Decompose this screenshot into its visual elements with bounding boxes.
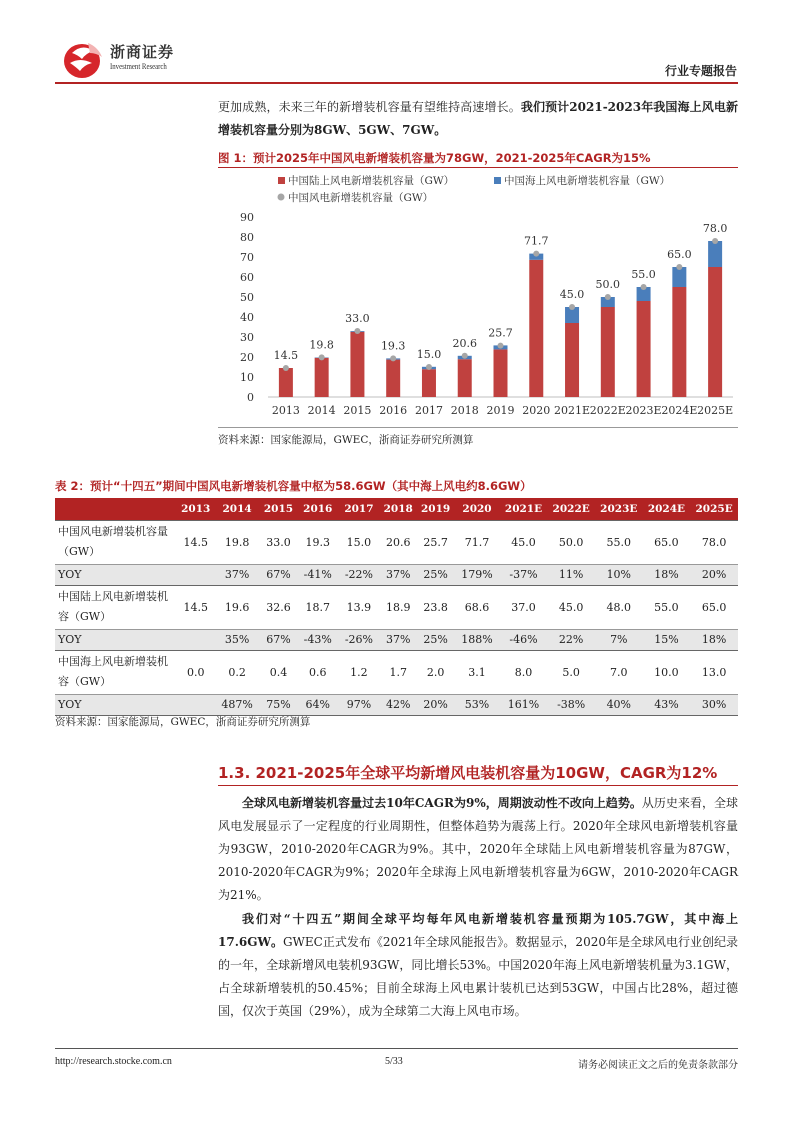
table-cell: 35%: [214, 629, 259, 650]
table-cell: 50.0: [547, 520, 595, 564]
y-tick-label: 10: [240, 371, 254, 384]
bar-onshore: [672, 287, 686, 397]
table-cell: -41%: [297, 564, 338, 585]
table-cell: -43%: [297, 629, 338, 650]
x-tick-label: 2023E: [625, 404, 662, 417]
table-cell: 20%: [417, 694, 454, 715]
table-cell: 68.6: [454, 585, 499, 629]
table-cell: 25%: [417, 629, 454, 650]
table-cell: 23.8: [417, 585, 454, 629]
table-cell: 7.0: [595, 650, 643, 694]
x-tick-label: 2024E: [661, 404, 698, 417]
figure-title: 图 1：预计2025年中国风电新增装机容量为78GW，2021-2025年CAGR为15%: [218, 151, 651, 165]
table-row-label: YOY: [55, 694, 177, 715]
table-cell: 7%: [595, 629, 643, 650]
data-label: 19.8: [309, 338, 334, 352]
figure-title-divider: [218, 167, 738, 168]
bar-onshore: [422, 369, 436, 397]
table-cell: 0.0: [177, 650, 214, 694]
brand-name-cn: 浙商证券: [110, 43, 175, 61]
table-cell: 67%: [260, 629, 297, 650]
table-header-cell: 2023E: [595, 498, 643, 520]
table-header-cell: 2017: [338, 498, 379, 520]
table-header-cell: 2024E: [643, 498, 691, 520]
table-cell: [177, 694, 214, 715]
table-cell: 1.2: [338, 650, 379, 694]
table-cell: 8.0: [500, 650, 548, 694]
x-tick-label: 2022E: [589, 404, 626, 417]
table-row-yoy: [55, 564, 738, 585]
table-cell: -46%: [500, 629, 548, 650]
data-label: 55.0: [631, 268, 656, 281]
y-tick-label: 70: [240, 251, 254, 264]
chart-legend: [278, 174, 671, 204]
table-cell: 487%: [214, 694, 259, 715]
figure-source-divider: [218, 427, 738, 428]
table-cell: 53%: [454, 694, 499, 715]
figure-source: 资料来源：国家能源局，GWEC，浙商证券研究所测算: [218, 434, 474, 446]
bar-onshore: [529, 260, 543, 397]
report-type: 行业专题报告: [664, 64, 737, 78]
capacity-table: [55, 498, 738, 716]
table-cell: 13.0: [690, 650, 738, 694]
x-tick-label: 2015: [343, 404, 372, 417]
bar-onshore: [494, 349, 508, 397]
total-marker: [533, 251, 539, 257]
data-label: 25.7: [488, 326, 513, 340]
header-divider: [55, 82, 738, 84]
table-row-yoy: [55, 629, 738, 650]
x-tick-label: 2017: [414, 404, 443, 417]
y-tick-label: 30: [240, 331, 254, 344]
brand-logo-icon: [62, 37, 106, 81]
x-tick-label: 2016: [379, 404, 408, 417]
legend-onshore-swatch: [278, 177, 285, 184]
table-cell: 25.7: [417, 520, 454, 564]
table-body: [55, 520, 738, 715]
table-cell: 13.9: [338, 585, 379, 629]
y-tick-label: 80: [240, 231, 254, 244]
table-cell: 18.7: [297, 585, 338, 629]
table-cell: 161%: [500, 694, 548, 715]
bar-onshore: [386, 360, 400, 397]
table-cell: 14.5: [177, 520, 214, 564]
y-tick-label: 60: [240, 271, 254, 284]
table-header-cell: 2022E: [547, 498, 595, 520]
p1-text: 从历史来看，全球风电发展显示了一定程度的行业周期性，但整体趋势为震荡上行。2020年全球风电新增装机容量为93GW，2010-2020年CAGR为9%。其中，2020年全球陆上风电新增装机容量为87GW，2010-2020年CAGR为9%；2020年全球海上风电新增装机容量为6GW，2010-2020年CAGR为21%。: [218, 796, 738, 902]
table-row-label: 中国陆上风电新增装机容（GW）: [55, 585, 177, 629]
table-header-row: [55, 498, 738, 520]
table-cell: 37%: [214, 564, 259, 585]
table-cell: 37%: [380, 629, 417, 650]
table-row: [55, 520, 738, 564]
total-marker: [462, 353, 468, 359]
table-cell: 65.0: [690, 585, 738, 629]
table-cell: 2.0: [417, 650, 454, 694]
bar-onshore: [350, 332, 364, 397]
intro-bold-text: 我们预计2021-2023年我国海上风电新增装机容量分别为8GW、5GW、7GW。: [218, 100, 738, 137]
table-cell: -38%: [547, 694, 595, 715]
table-cell: 25%: [417, 564, 454, 585]
total-marker: [676, 264, 682, 270]
table-cell: -26%: [338, 629, 379, 650]
total-marker: [319, 354, 325, 360]
table-header-cell: 2016: [297, 498, 338, 520]
table-cell: 30%: [690, 694, 738, 715]
table-row-label: 中国海上风电新增装机容（GW）: [55, 650, 177, 694]
x-tick-label: 2018: [450, 404, 479, 417]
table-cell: 0.6: [297, 650, 338, 694]
bar-onshore: [458, 359, 472, 397]
table-cell: 11%: [547, 564, 595, 585]
table-cell: 19.3: [297, 520, 338, 564]
table-cell: 97%: [338, 694, 379, 715]
bar-onshore: [708, 267, 722, 397]
table-cell: 20%: [690, 564, 738, 585]
x-tick-label: 2019: [486, 404, 515, 417]
data-label: 78.0: [702, 222, 728, 235]
table-cell: 15%: [643, 629, 691, 650]
legend-offshore-swatch: [494, 177, 501, 184]
table-cell: 20.6: [380, 520, 417, 564]
p1-bold-text: 全球风电新增装机容量过去10年CAGR为9%，周期波动性不改向上趋势。: [242, 796, 642, 810]
y-tick-label: 40: [240, 311, 254, 324]
table-cell: 22%: [547, 629, 595, 650]
data-label: 65.0: [667, 248, 692, 261]
table-row-yoy: [55, 694, 738, 715]
table-cell: 19.8: [214, 520, 259, 564]
table-header-cell: 2020: [454, 498, 499, 520]
table-cell: 18%: [643, 564, 691, 585]
table-header-cell: 2025E: [690, 498, 738, 520]
table-cell: 10%: [595, 564, 643, 585]
table-cell: 71.7: [454, 520, 499, 564]
bar-onshore: [315, 358, 329, 397]
section-title-divider: [218, 785, 738, 786]
total-marker: [605, 294, 611, 300]
data-label: 33.0: [345, 312, 370, 325]
bar-onshore: [279, 368, 293, 397]
table-cell: 18.9: [380, 585, 417, 629]
x-tick-label: 2021E: [554, 404, 591, 417]
bar-onshore: [601, 307, 615, 397]
table-header-cell: 2021E: [500, 498, 548, 520]
table-cell: 48.0: [595, 585, 643, 629]
footer-disclaimer: 请务必阅读正文之后的免责条款部分: [578, 1060, 738, 1071]
p2-bold-text: 我们对“十四五”期间全球平均每年风电新增装机容量预期为105.7GW，其中海上17.6GW。: [218, 912, 738, 949]
y-tick-label: 50: [240, 291, 254, 304]
total-marker: [641, 284, 647, 290]
section-title: 1.3. 2021-2025年全球平均新增风电装机容量为10GW，CAGR为12%: [218, 764, 718, 782]
table-cell: 37%: [380, 564, 417, 585]
table-cell: 0.2: [214, 650, 259, 694]
legend-total-label: 中国风电新增装机容量（GW）: [288, 192, 434, 204]
table-cell: 0.4: [260, 650, 297, 694]
table-cell: [177, 629, 214, 650]
legend-onshore-label: 中国陆上风电新增装机容量（GW）: [288, 175, 455, 187]
y-tick-label: 90: [240, 211, 254, 224]
table-cell: [177, 564, 214, 585]
bar-onshore: [565, 323, 579, 397]
section-paragraph-2: [218, 908, 738, 1023]
y-tick-label: 20: [240, 351, 254, 364]
table-row: [55, 585, 738, 629]
total-marker: [390, 355, 396, 361]
total-marker: [426, 364, 432, 370]
table-cell: 64%: [297, 694, 338, 715]
table-cell: 78.0: [690, 520, 738, 564]
table-cell: 45.0: [500, 520, 548, 564]
table-header-cell: 2019: [417, 498, 454, 520]
table-row-label: 中国风电新增装机容量（GW）: [55, 520, 177, 564]
table-cell: -37%: [500, 564, 548, 585]
table-row: [55, 650, 738, 694]
table-header-cell: 2018: [380, 498, 417, 520]
total-marker: [354, 328, 360, 334]
table-row-label: YOY: [55, 629, 177, 650]
data-label: 20.6: [452, 336, 477, 350]
table-cell: 179%: [454, 564, 499, 585]
table-cell: 188%: [454, 629, 499, 650]
table-cell: 37.0: [500, 585, 548, 629]
table-cell: 75%: [260, 694, 297, 715]
table-cell: 33.0: [260, 520, 297, 564]
table-cell: 19.6: [214, 585, 259, 629]
legend-total-marker: [278, 194, 285, 201]
x-tick-label: 2025E: [697, 404, 734, 417]
table-cell: 65.0: [643, 520, 691, 564]
data-label: 45.0: [559, 288, 585, 301]
data-label: 71.7: [524, 234, 549, 248]
total-marker: [712, 238, 718, 244]
total-marker: [498, 343, 504, 349]
table-header-blank: [55, 498, 177, 520]
legend-offshore-label: 中国海上风电新增装机容量（GW）: [504, 175, 671, 187]
table-row-label: YOY: [55, 564, 177, 585]
footer-divider: [55, 1048, 738, 1049]
table-cell: 43%: [643, 694, 691, 715]
bar-onshore: [637, 301, 651, 397]
x-tick-label: 2014: [307, 404, 336, 417]
table-header-cell: 2014: [214, 498, 259, 520]
bar-offshore: [708, 241, 722, 267]
section-paragraph-1: [218, 792, 738, 907]
table-cell: 55.0: [595, 520, 643, 564]
data-label: 50.0: [595, 278, 621, 291]
p2-text: GWEC正式发布《2021年全球风能报告》。数据显示，2020年是全球风电行业创纪录的一年，全球新增风电装机93GW，同比增长53%。中国2020年海上风电新增装机量为3.1GW，占全球新增装机的50.45%；目前全球海上风电累计装机已达到53GW，中国占比28%，超过德国，仅次于英国（29%），成为全球第二大海上风电市场。: [218, 935, 738, 1018]
data-label: 15.0: [416, 348, 442, 361]
table-cell: 32.6: [260, 585, 297, 629]
footer-url[interactable]: http://research.stocke.com.cn: [55, 1056, 172, 1067]
table-source: 资料来源：国家能源局，GWEC，浙商证券研究所测算: [55, 716, 311, 728]
table-cell: 10.0: [643, 650, 691, 694]
table-cell: -22%: [338, 564, 379, 585]
table-cell: 3.1: [454, 650, 499, 694]
wind-capacity-chart: [218, 170, 738, 420]
table-cell: 67%: [260, 564, 297, 585]
table-cell: 18%: [690, 629, 738, 650]
table-cell: 15.0: [338, 520, 379, 564]
table-cell: 55.0: [643, 585, 691, 629]
table-header-cell: 2015: [260, 498, 297, 520]
y-tick-label: 0: [247, 391, 254, 404]
table-cell: 5.0: [547, 650, 595, 694]
x-tick-label: 2013: [271, 404, 300, 417]
intro-paragraph: [218, 96, 738, 142]
data-label: 14.5: [273, 349, 299, 362]
total-marker: [283, 365, 289, 371]
table-cell: 42%: [380, 694, 417, 715]
page-number: 5/33: [385, 1056, 403, 1067]
table-header-cell: 2013: [177, 498, 214, 520]
table-title: 表 2：预计“十四五”期间中国风电新增装机容量中枢为58.6GW（其中海上风电约8.6GW）: [55, 479, 532, 493]
table-cell: 40%: [595, 694, 643, 715]
table-cell: 1.7: [380, 650, 417, 694]
brand-name-en: Investment Research: [110, 62, 167, 71]
intro-text: 更加成熟，未来三年的新增装机容量有望维持高速增长。: [218, 100, 521, 114]
data-label: 19.3: [380, 339, 406, 353]
chart-plot-area: [240, 211, 733, 417]
table-cell: 14.5: [177, 585, 214, 629]
total-marker: [569, 304, 575, 310]
table-cell: 45.0: [547, 585, 595, 629]
x-tick-label: 2020: [522, 404, 551, 417]
